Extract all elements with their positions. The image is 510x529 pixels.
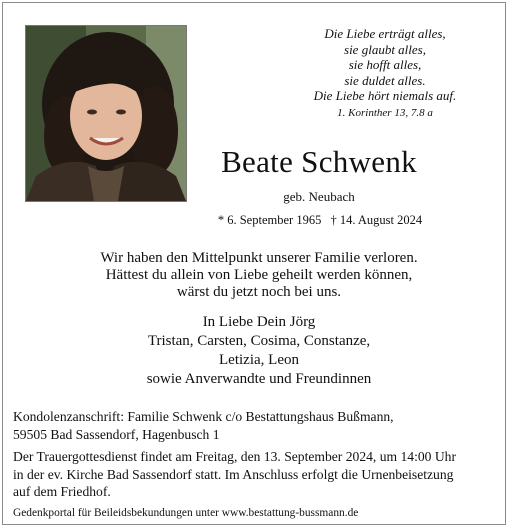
life-dates (195, 213, 445, 228)
message-line: Hättest du allein von Liebe geheilt werden können, (105, 267, 413, 283)
service-line: in der ev. Kirche Bad Sassendorf statt. Im Anschluss erfolgt die Urnenbeisetzung (13, 466, 454, 482)
obituary-card (2, 2, 506, 525)
portrait-photo (25, 25, 187, 202)
mourners-line: Tristan, Carsten, Cosima, Constanze, (147, 333, 371, 349)
birth-date: * 6. September 1965 (217, 213, 322, 227)
quote-line: Die Liebe erträgt alles, (324, 26, 446, 41)
death-date: † 14. August 2024 (330, 213, 423, 227)
mourners-line: Letizia, Leon (219, 352, 299, 368)
mourners-line: In Liebe Dein Jörg (202, 314, 316, 330)
quote-line: Die Liebe hört niemals auf. (313, 88, 457, 103)
condolence-line: 59505 Bad Sassendorf, Hagenbusch 1 (13, 426, 220, 442)
service-info (13, 448, 503, 501)
message-line: wärst du jetzt noch bei uns. (176, 284, 342, 300)
quote-line: sie glaubt alles, (344, 41, 426, 57)
memorial-portal-text: Gedenkportal für Beileidsbekundungen unter www.bestattung-bussmann.de (13, 507, 359, 519)
deceased-name: Beate Schwenk (221, 144, 417, 179)
service-line: auf dem Friedhof. (13, 484, 111, 499)
quote-line: sie hofft alles, (348, 57, 422, 72)
condolence-address (13, 408, 503, 443)
condolence-line: Kondolenzanschrift: Familie Schwenk c/o Bestattungshaus Bußmann, (13, 409, 394, 424)
message-line: Wir haben den Mittelpunkt unserer Familie verloren. (100, 250, 418, 266)
quote-line: sie duldet alles. (344, 72, 426, 88)
portrait-image (26, 26, 186, 201)
birth-name: geb. Neubach (283, 189, 355, 204)
quote-reference: 1. Korinther 13, 7.8 a (337, 106, 433, 119)
mourners-line: sowie Anverwandte und Freundinnen (146, 371, 372, 387)
farewell-message (23, 250, 495, 301)
bible-quote (285, 26, 485, 121)
mourners-list (23, 313, 495, 389)
service-line: Der Trauergottesdienst findet am Freitag, den 13. September 2024, um 14:00 Uhr (13, 449, 456, 464)
